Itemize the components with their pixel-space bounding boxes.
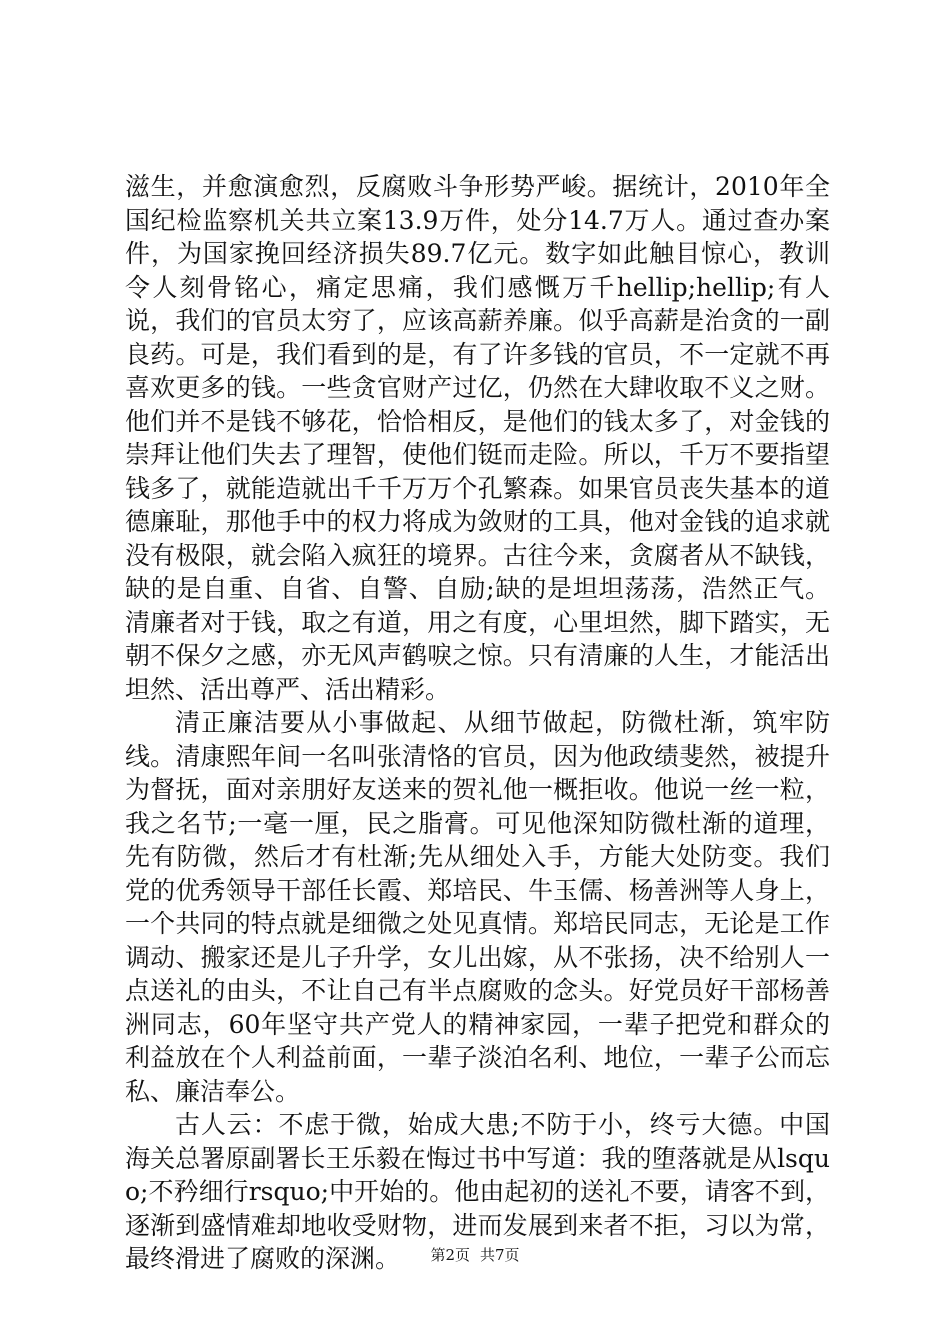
page-footer xyxy=(0,1244,950,1265)
paragraph-3: 古人云：不虑于微，始成大患;不防于小，终亏大德。中国海关总署原副署长王乐毅在悔过书中写道：我的堕落就是从lsquo;不矜细行rsquo;中开始的。他由起初的送礼不要，请客不到，逐渐到盛情难却地收受财物，进而发展到来者不拒，习以为常，最终滑进了腐败的深渊。 xyxy=(125,1110,830,1273)
document-body xyxy=(125,170,830,1276)
page-total: 共7页 xyxy=(480,1246,520,1264)
paragraph-2: 清正廉洁要从小事做起、从细节做起，防微杜渐，筑牢防线。清康熙年间一名叫张清恪的官员，因为他政绩斐然，被提升为督抚，面对亲朋好友送来的贺礼他一概拒收。他说一丝一粒，我之名节;一毫一厘，民之脂膏。可见他深知防微杜渐的道理，先有防微，然后才有杜渐;先从细处入手，方能大处防变。我们党的优秀领导干部任长霞、郑培民、牛玉儒、杨善洲等人身上，一个共同的特点就是细微之处见真情。郑培民同志，无论是工作调动、搬家还是儿子升学，女儿出嫁，从不张扬，决不给别人一点送礼的由头，不让自己有半点腐败的念头。好党员好干部杨善洲同志，60年坚守共产党人的精神家园，一辈子把党和群众的利益放在个人利益前面，一辈子淡泊名利、地位，一辈子公而忘私、廉洁奉公。 xyxy=(125,708,830,1106)
page-number: 第2页 xyxy=(430,1246,470,1264)
paragraph-1: 滋生，并愈演愈烈，反腐败斗争形势严峻。据统计，2010年全国纪检监察机关共立案13.9万件，处分14.7万人。通过查办案件，为国家挽回经济损失89.7亿元。数字如此触目惊心，教训令人刻骨铭心，痛定思痛，我们感慨万千hellip;hellip;有人说，我们的官员太穷了，应该高薪养廉。似乎高薪是治贪的一副良药。可是，我们看到的是，有了许多钱的官员，不一定就不再喜欢更多的钱。一些贪官财产过亿，仍然在大肆收取不义之财。他们并不是钱不够花，恰恰相反，是他们的钱太多了，对金钱的崇拜让他们失去了理智，使他们铤而走险。所以，千万不要指望钱多了，就能造就出千千万万个孔繁森。如果官员丧失基本的道德廉耻，那他手中的权力将成为敛财的工具，他对金钱的追求就没有极限，就会陷入疯狂的境界。古往今来，贪腐者从不缺钱，缺的是自重、自省、自警、自励;缺的是坦坦荡荡，浩然正气。清廉者对于钱，取之有道，用之有度，心里坦然，脚下踏实，无朝不保夕之感，亦无风声鹤唳之惊。只有清廉的人生，才能活出坦然、活出尊严、活出精彩。 xyxy=(125,172,830,704)
